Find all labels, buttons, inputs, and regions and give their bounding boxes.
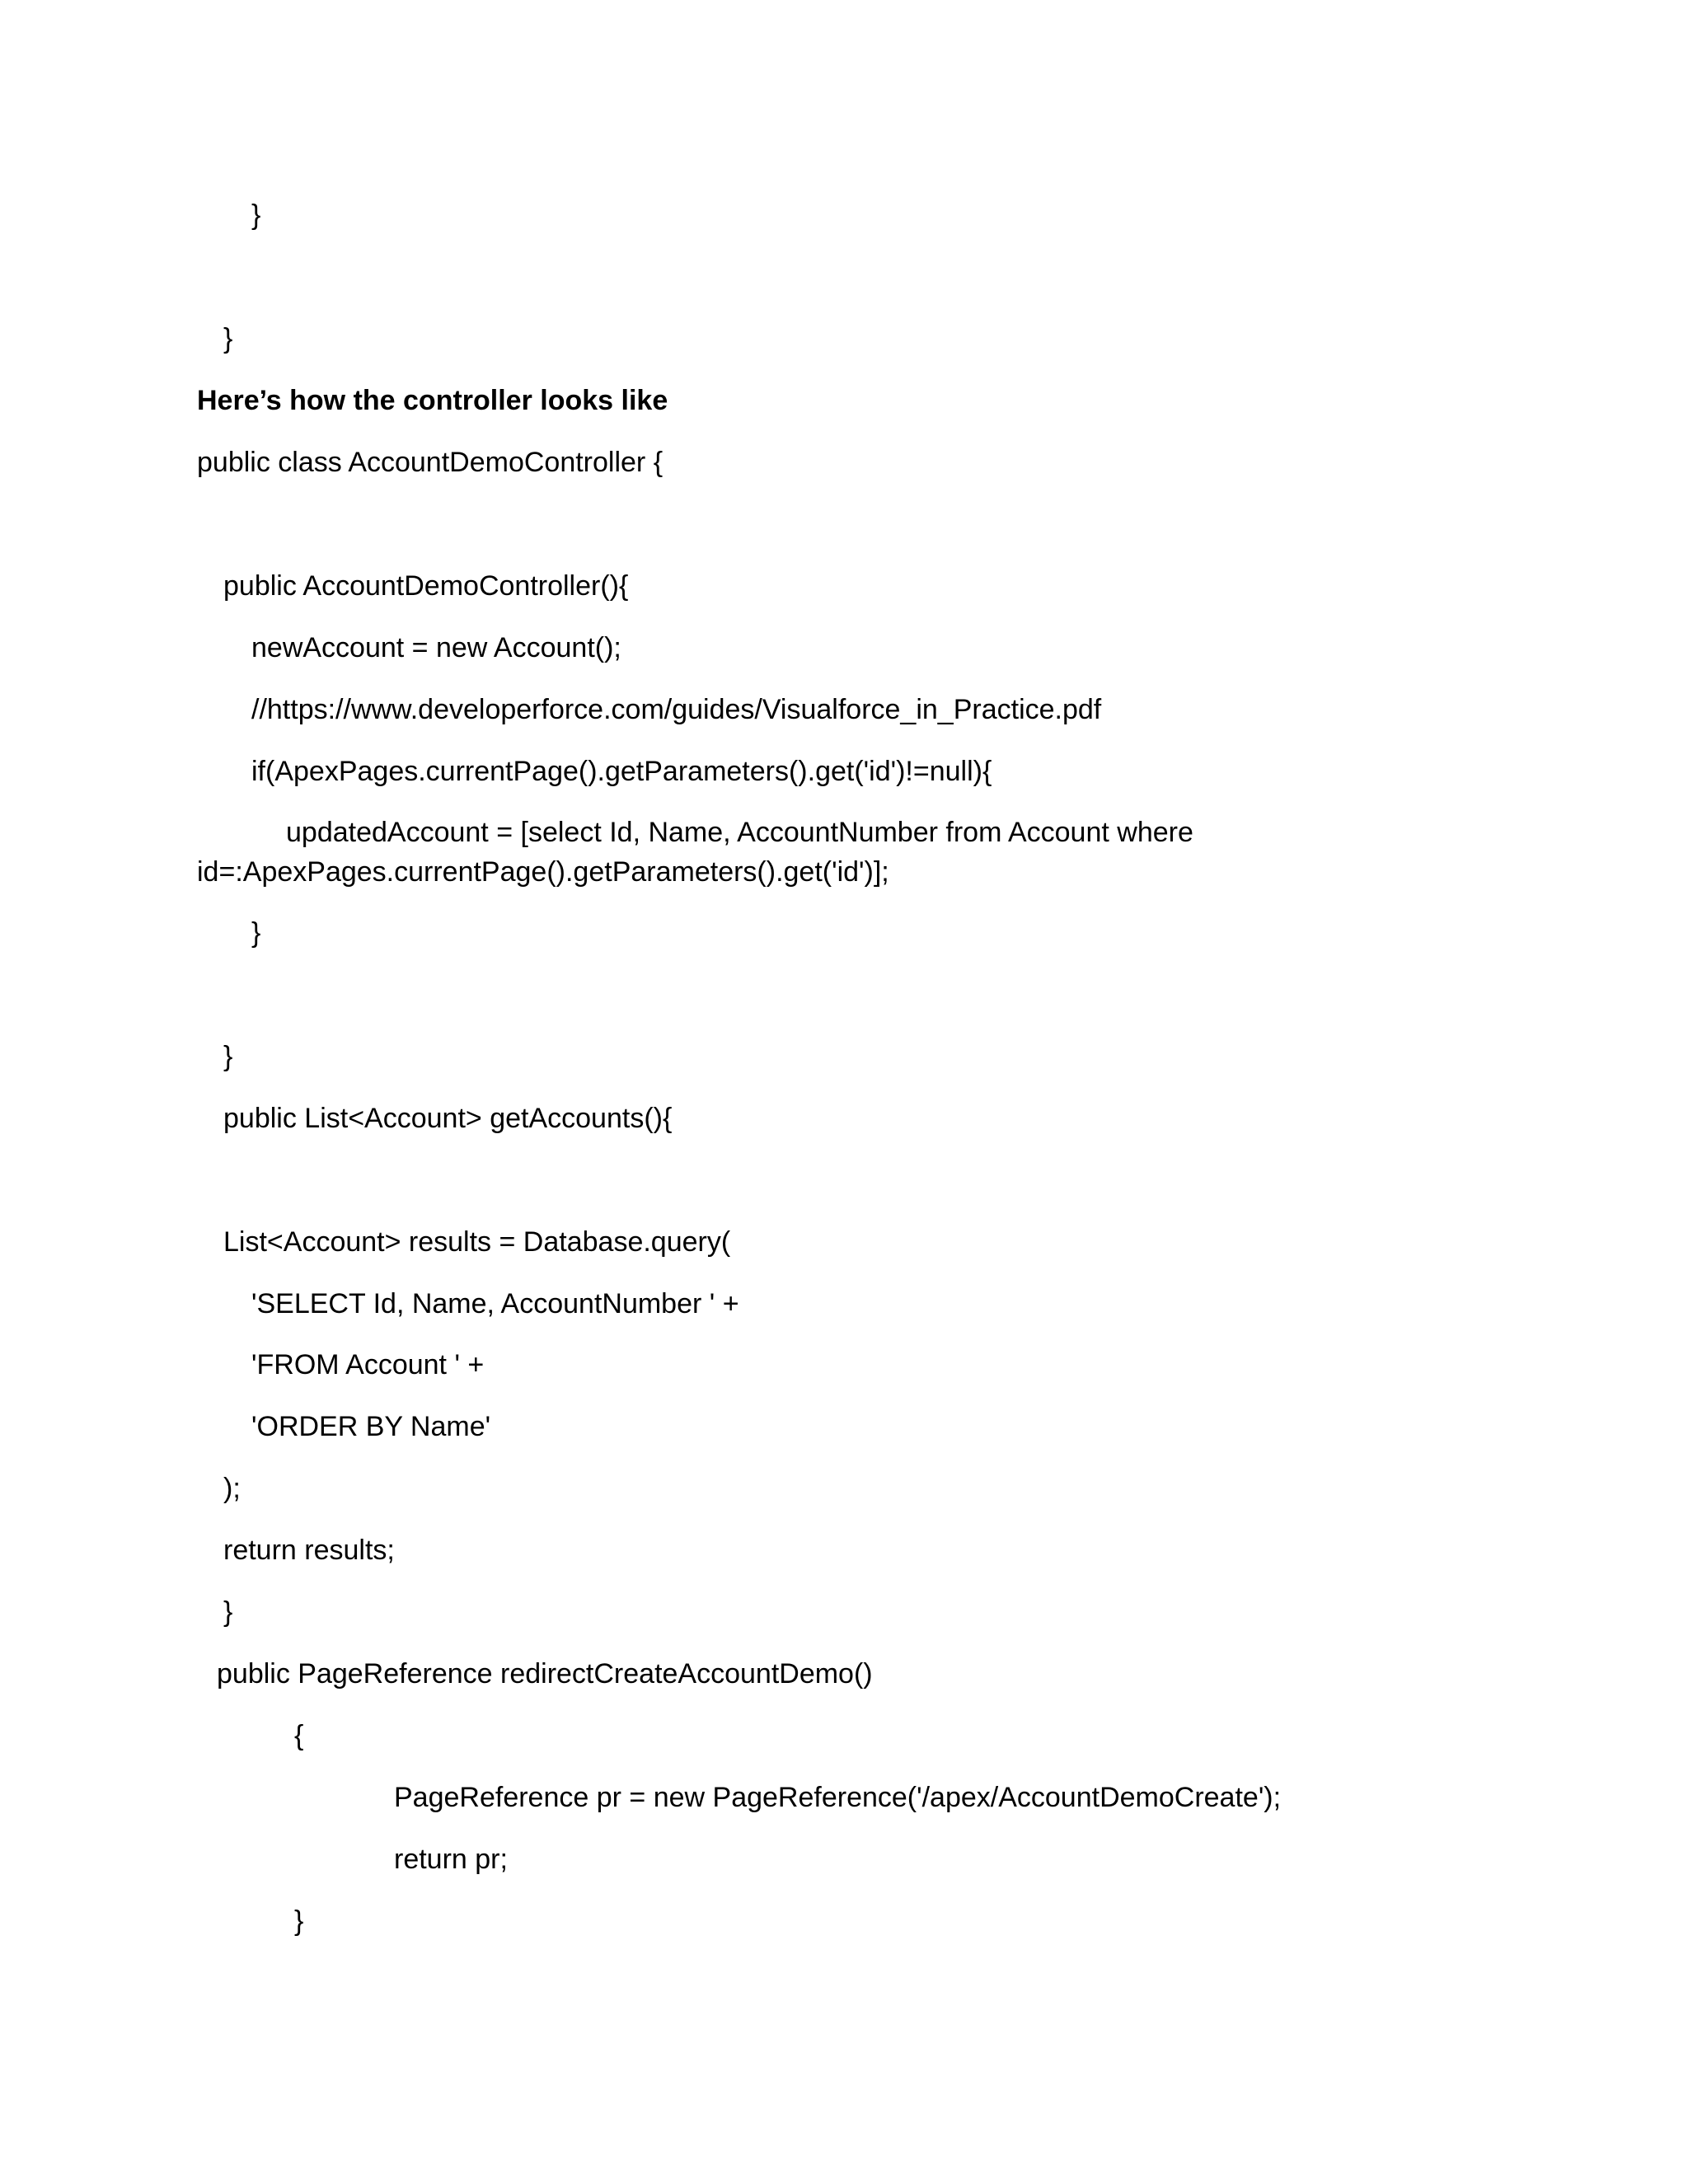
code-line: public class AccountDemoController {: [197, 447, 663, 478]
code-line: }: [223, 1596, 233, 1628]
code-line: id=:ApexPages.currentPage().getParameters().get('id')];: [197, 856, 889, 888]
section-heading: Here’s how the controller looks like: [197, 385, 668, 416]
code-line: }: [251, 917, 261, 949]
code-line: 'SELECT Id, Name, AccountNumber ' +: [251, 1288, 739, 1319]
code-line: );: [223, 1473, 241, 1504]
code-line: public List<Account> getAccounts(){: [223, 1103, 673, 1134]
code-line: 'ORDER BY Name': [251, 1411, 491, 1442]
code-comment: //https://www.developerforce.com/guides/Visualforce_in_Practice.pdf: [251, 694, 1102, 725]
code-line: newAccount = new Account();: [251, 632, 621, 663]
code-line: PageReference pr = new PageReference('/apex/AccountDemoCreate');: [394, 1782, 1282, 1813]
code-line: updatedAccount = [select Id, Name, AccountNumber from Account where: [286, 817, 1193, 848]
code-line: public AccountDemoController(){: [223, 570, 629, 602]
code-line: if(ApexPages.currentPage().getParameters().get('id')!=null){: [251, 756, 992, 787]
code-line: }: [294, 1905, 304, 1937]
code-line: return pr;: [394, 1844, 508, 1875]
code-line: return results;: [223, 1535, 395, 1566]
code-line: }: [223, 323, 233, 354]
code-line: public PageReference redirectCreateAccountDemo(): [217, 1658, 873, 1690]
code-line: {: [294, 1720, 304, 1751]
code-line: }: [251, 199, 261, 231]
code-line: }: [223, 1041, 233, 1072]
code-line: List<Account> results = Database.query(: [223, 1226, 731, 1258]
code-line: 'FROM Account ' +: [251, 1349, 485, 1380]
